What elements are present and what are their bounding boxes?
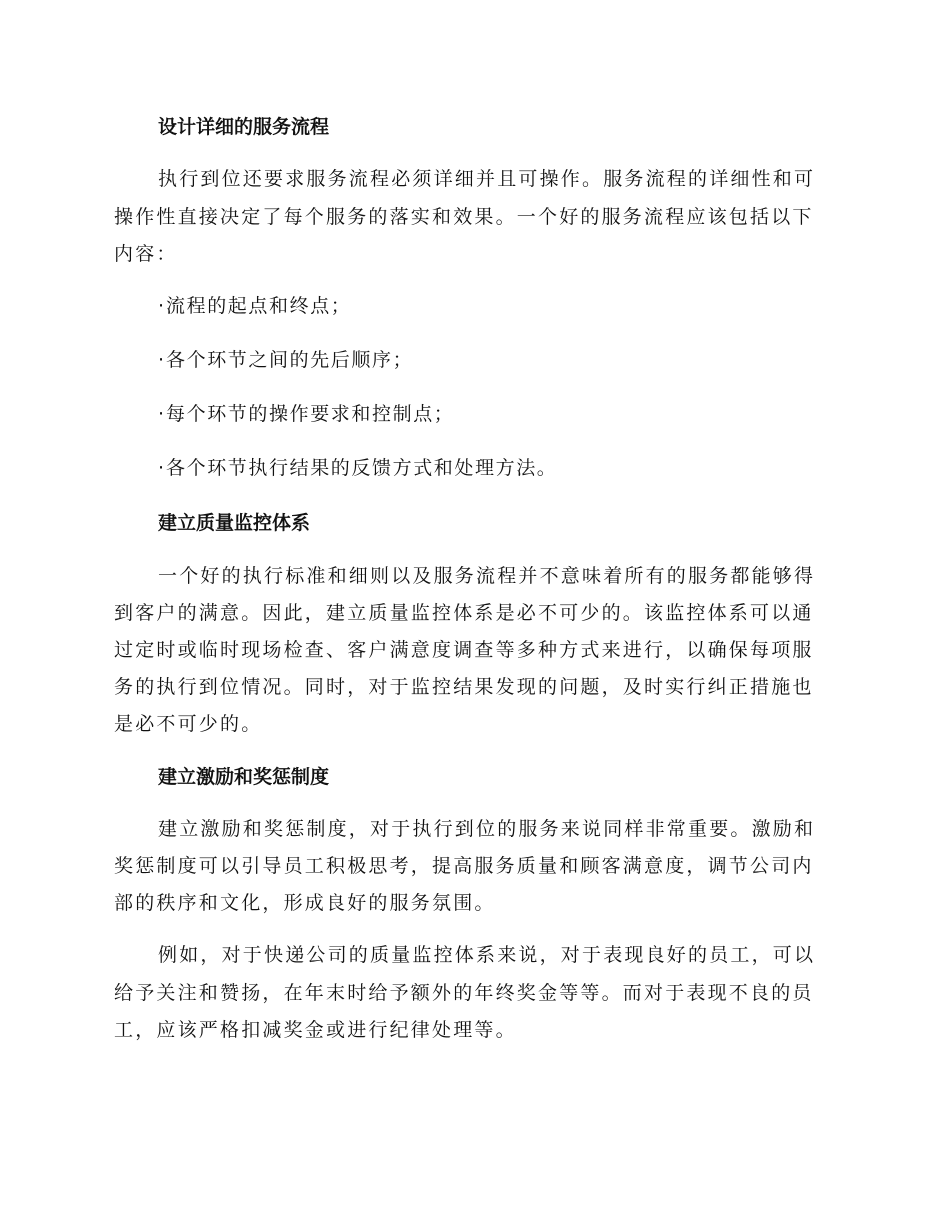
paragraph-line: 部的秩序和文化，形成良好的服务氛围。 (114, 892, 496, 914)
paragraph-line: 过定时或临时现场检查、客户满意度调查等多种方式来进行，以确保每项服 (114, 639, 814, 661)
list-item (158, 401, 454, 427)
list-item (158, 293, 351, 319)
bullet-mark: · (158, 403, 166, 425)
paragraph-line: 内容： (114, 243, 178, 265)
bullet-mark: · (158, 295, 166, 317)
section-heading-quality-monitoring: 建立质量监控体系 (158, 512, 311, 534)
section-heading-incentive-system: 建立激励和奖惩制度 (158, 766, 330, 788)
paragraph-line: 一个好的执行标准和细则以及服务流程并不意味着所有的服务都能够得 (158, 565, 816, 587)
paragraph-line: 到客户的满意。因此，建立质量监控体系是必不可少的。该监控体系可以通 (114, 602, 814, 624)
list-item (158, 347, 413, 373)
paragraph-line: 给予关注和赞扬，在年末时给予额外的年终奖金等等。而对于表现不良的员 (114, 982, 814, 1004)
paragraph-line: 工，应该严格扣减奖金或进行纪律处理等。 (114, 1019, 517, 1041)
bullet-mark: · (158, 457, 166, 479)
paragraph-line: 是必不可少的。 (114, 713, 263, 735)
paragraph-line: 操作性直接决定了每个服务的落实和效果。一个好的服务流程应该包括以下 (114, 206, 814, 228)
list-item-text: 每个环节的操作要求和控制点； (166, 403, 455, 425)
paragraph-line: 务的执行到位情况。同时，对于监控结果发现的问题，及时实行纠正措施也 (114, 676, 814, 698)
list-item-text: 各个环节之间的先后顺序； (166, 349, 414, 371)
paragraph-line: 奖惩制度可以引导员工积极思考，提高服务质量和顾客满意度，调节公司内 (114, 855, 814, 877)
section-heading-service-flow: 设计详细的服务流程 (158, 116, 330, 138)
paragraph-line: 建立激励和奖惩制度，对于执行到位的服务来说同样非常重要。激励和 (158, 818, 816, 840)
list-item (158, 455, 557, 481)
list-item-text: 各个环节执行结果的反馈方式和处理方法。 (166, 457, 558, 479)
list-item-text: 流程的起点和终点； (166, 295, 352, 317)
paragraph-line: 执行到位还要求服务流程必须详细并且可操作。服务流程的详细性和可 (158, 168, 816, 190)
bullet-mark: · (158, 349, 166, 371)
paragraph-line: 例如，对于快递公司的质量监控体系来说，对于表现良好的员工，可以 (158, 944, 816, 966)
